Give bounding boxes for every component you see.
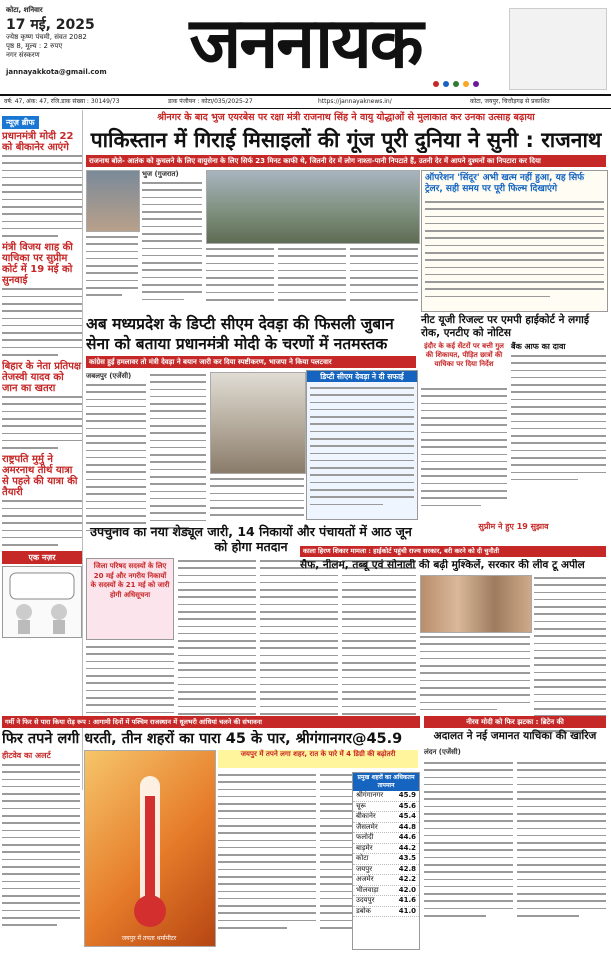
thermometer-photo [84, 750, 216, 947]
temperature-row [353, 896, 419, 907]
city-temp: 45.6 [398, 801, 416, 810]
city-temp: 43.5 [398, 854, 416, 862]
city-temp: 42.0 [398, 885, 416, 894]
ek-nazar-title: एक नज़र [2, 551, 82, 564]
temperature-row [353, 844, 419, 855]
election-pink-box [86, 558, 174, 640]
photo-caption: जयपुर में तपता थर्मामीटर [121, 935, 177, 942]
heat-headline[interactable]: फिर तपने लगी धरती, तीन शहरों का पारा 45 के पार, श्रीगंगानगर@45.9 [2, 731, 403, 747]
brief-title-2: मंत्री विजय शाह की याचिका पर सुप्रीम कोर्ट में 19 मई को सुनवाई [2, 242, 73, 287]
temperature-row [353, 865, 419, 876]
brief-text-1 [2, 155, 82, 237]
left-news-column [2, 110, 83, 790]
temperature-row [353, 823, 419, 834]
city-name: डबोक [356, 906, 371, 915]
advertisement-box [509, 8, 607, 90]
city-temp: 45.4 [398, 812, 416, 820]
second-text-col-1 [86, 372, 146, 537]
newspaper-title: जननायक [189, 1, 422, 84]
second-headline-1[interactable]: अब मध्यप्रदेश के डिप्टी सीएम देवड़ा की फिसली जुबान [86, 315, 394, 333]
top-kicker: श्रीनगर के बाद भुज एयरबेस पर रक्षा मंत्री राजनाथ सिंह ने वायु योद्धाओं से मुलाकात कर उनका उत्साह बढ़ाया [157, 112, 535, 123]
heat-sub: हीटवेव का अलर्ट [2, 751, 51, 760]
city-name: उदयपुर [356, 896, 375, 904]
volume-info: वर्ष: 47, अंक: 47, रजि.डाक संख्या : 30149/73 [4, 98, 120, 105]
edition: नगर संस्करण [6, 51, 40, 59]
city-name: जैसलमेर [356, 822, 378, 831]
neerav-text [424, 748, 606, 922]
devda-clarification-box [306, 370, 418, 520]
city-temp: 41.0 [398, 906, 416, 915]
masthead-email[interactable]: jannayakkota@gmail.com [6, 68, 107, 76]
temperature-row [353, 875, 419, 886]
city-name: कोटा [356, 854, 369, 862]
temperature-row [353, 907, 419, 918]
temperature-row [353, 886, 419, 897]
devda-photo [210, 372, 306, 474]
calendar-line-1: ज्येष्ठ कृष्ण पंचमी, संवत 2082 [6, 33, 87, 41]
brief-text-3 [2, 396, 82, 449]
brief-title-4: राष्ट्रपति मुर्मु ने अमरनाथ तीर्थ यात्रा से पहले की यात्रा की तैयारी [2, 454, 78, 499]
neet-red-sub: इंदौर के कई सेंटरों पर बत्ती गुल की शिकायत, पीड़ित छात्रों की याचिका पर दिया निर्देश [424, 342, 504, 368]
lead-byline: भुज (गुजरात) [142, 170, 179, 178]
second-headline-2[interactable]: सेना को बताया प्रधानमंत्री मोदी के चरणों में नतमस्तक [86, 335, 388, 353]
saif-photos [420, 575, 532, 633]
saif-kicker: काला हिरण शिकार मामला : हाईकोर्ट पहुंची राज्य सरकार, बरी करने को दी चुनौती [300, 546, 606, 557]
second-text-col-2 [150, 372, 206, 534]
bank-title: बैंक आफ का दावा [511, 342, 566, 351]
city-temp: 44.8 [398, 822, 416, 831]
lead-text-col-1 [142, 170, 202, 310]
city-name: अजमेर [356, 875, 374, 883]
neerav-byline: लंदन (एजेंसी) [424, 748, 461, 756]
second-text-col-3 [210, 476, 304, 522]
city-name: बीकानेर [356, 812, 376, 820]
heat-kicker: गर्मी ने फिर से पारा किया रोड़ रूप : आगामी दिनों में पश्चिम राजस्थान में धूलभरी आंधियां चलने की संभावना [2, 716, 420, 728]
saif-headline[interactable]: सैफ, नीलम, तब्बू एवं सोनाली की बढ़ी मुश्किलें, सरकार की लीव टू अपील [300, 559, 585, 571]
ek-nazar-box [2, 551, 82, 638]
bank-story [511, 342, 606, 486]
temperature-rows [353, 791, 419, 917]
brief-text-4 [2, 500, 82, 545]
lead-text-cols [206, 246, 418, 310]
city-name: फलोदी [356, 833, 374, 841]
lead-sidebar-title: ऑपरेशन 'सिंदूर' अभी खत्म नहीं हुआ, यह सिर्फ ट्रेलर, सही समय पर पूरी फिल्म दिखाएंगे [425, 173, 585, 194]
temperature-row [353, 812, 419, 823]
offices-info: कोटा, जयपुर, चित्तौड़गढ़ से प्रकाशित [470, 98, 550, 105]
temperature-row [353, 833, 419, 844]
lead-sidebar [421, 170, 608, 312]
bank-sub: सुप्रीम ने हुए 19 सुझाव [478, 522, 549, 531]
news-brief-tag: न्यूज़ ब्रीफ [2, 116, 39, 129]
lead-photo-airmen [206, 170, 420, 244]
heat-banner: जयपुर में तपने लगा शहर, रात के पारे में 4 डिग्री की बढ़ोतरी [218, 750, 418, 768]
brief-title-1: प्रधानमंत्री मोदी 22 को बीकानेर आएंगे [2, 131, 74, 153]
lead-strap: राजनाथ बोले- आतंक को कुचलने के लिए वायुसेना के लिए सिर्फ 23 मिनट काफी थे, जितनी देर में लोग नाश्ता-पानी निपटाते हैं, उतनी देर में आपने दुश्मनों का निपटारा कर दिया [86, 155, 606, 167]
city-temp: 42.8 [398, 864, 416, 873]
neerav-headline[interactable]: अदालत ने नई जमानत याचिका की खारिज [433, 730, 597, 742]
people-logo-icon [430, 80, 484, 90]
city-temp: 45.9 [398, 791, 416, 799]
city-name: श्रीगंगानगर [356, 791, 384, 799]
neerav-kicker: नीरव मोदी को फिर झटका : ब्रिटेन की [424, 716, 606, 728]
devda-box-title: डिप्टी सीएम देवड़ा ने दी सफाई [307, 371, 417, 382]
masthead-date: 17 मई, 2025 [6, 17, 95, 33]
city-name: चूरू [356, 801, 366, 810]
saif-text-col-2 [534, 575, 606, 737]
city-temp: 44.2 [398, 843, 416, 852]
city-name: भीलवाड़ा [356, 885, 379, 894]
temperature-row [353, 802, 419, 813]
city-temp: 44.6 [398, 833, 416, 841]
brief-title-3: बिहार के नेता प्रतिपक्ष तेजस्वी यादव को जान का खतरा [2, 361, 82, 395]
temperature-row [353, 791, 419, 802]
second-byline: जबलपुर (एजेंसी) [86, 372, 132, 380]
heat-text-col-1 [2, 750, 80, 931]
city-name: जयपुर [356, 864, 373, 873]
election-pink-text: जिला परिषद सदस्यों के लिए 20 मई और नगरीय निकायों के सदस्यों के 21 मई को जारी होगी अधिसूचना [90, 562, 170, 599]
masthead-city: कोटा, शनिवार [6, 6, 43, 14]
city-name: बाड़मेर [356, 843, 373, 852]
website-link[interactable]: https://jannayaknews.in/ [318, 98, 392, 105]
lead-headline[interactable]: पाकिस्तान में गिराई मिसाइलों की गूंज पूरी दुनिया ने सुनी : राजनाथ [90, 128, 602, 152]
brief-text-2 [2, 288, 82, 355]
saif-text-col-1 [420, 634, 530, 716]
temperature-table-title: प्रमुख शहरों का अधिकतम तापमान [353, 773, 419, 791]
election-text-col-3 [260, 558, 338, 727]
meta-bar [0, 94, 611, 109]
election-headline[interactable]: उपचुनाव का नया शेड्यूल जारी, 14 निकायों और पंचायतों में आठ जून को होगा मतदान [90, 524, 412, 554]
city-temp: 41.6 [398, 896, 416, 904]
election-text-col-2 [178, 558, 256, 727]
calendar-line-2: पृष्ठ 8, मूल्य : 2 रुपए [6, 42, 63, 50]
election-text-col-1 [86, 644, 174, 726]
postal-info: डाक पंजीयन : कोटा/035/2025-27 [168, 98, 253, 105]
neet-text-col [421, 386, 507, 512]
second-strap: कांग्रेस हुई हमलावर तो मंत्री देवड़ा ने बयान जारी कर दिया स्पष्टीकरण, भाजपा ने किया पलटवार [86, 356, 416, 368]
city-temp: 42.2 [398, 875, 416, 883]
temperature-table [352, 772, 420, 950]
temperature-row [353, 854, 419, 865]
neet-headline[interactable]: नीट यूजी रिजल्ट पर एमपी हाईकोर्ट ने लगाई रोक, एनटीए को नोटिस [421, 314, 589, 339]
election-text-col-4 [342, 558, 416, 727]
cartoon-image [2, 566, 82, 638]
lead-photo-rajnath [86, 170, 138, 310]
